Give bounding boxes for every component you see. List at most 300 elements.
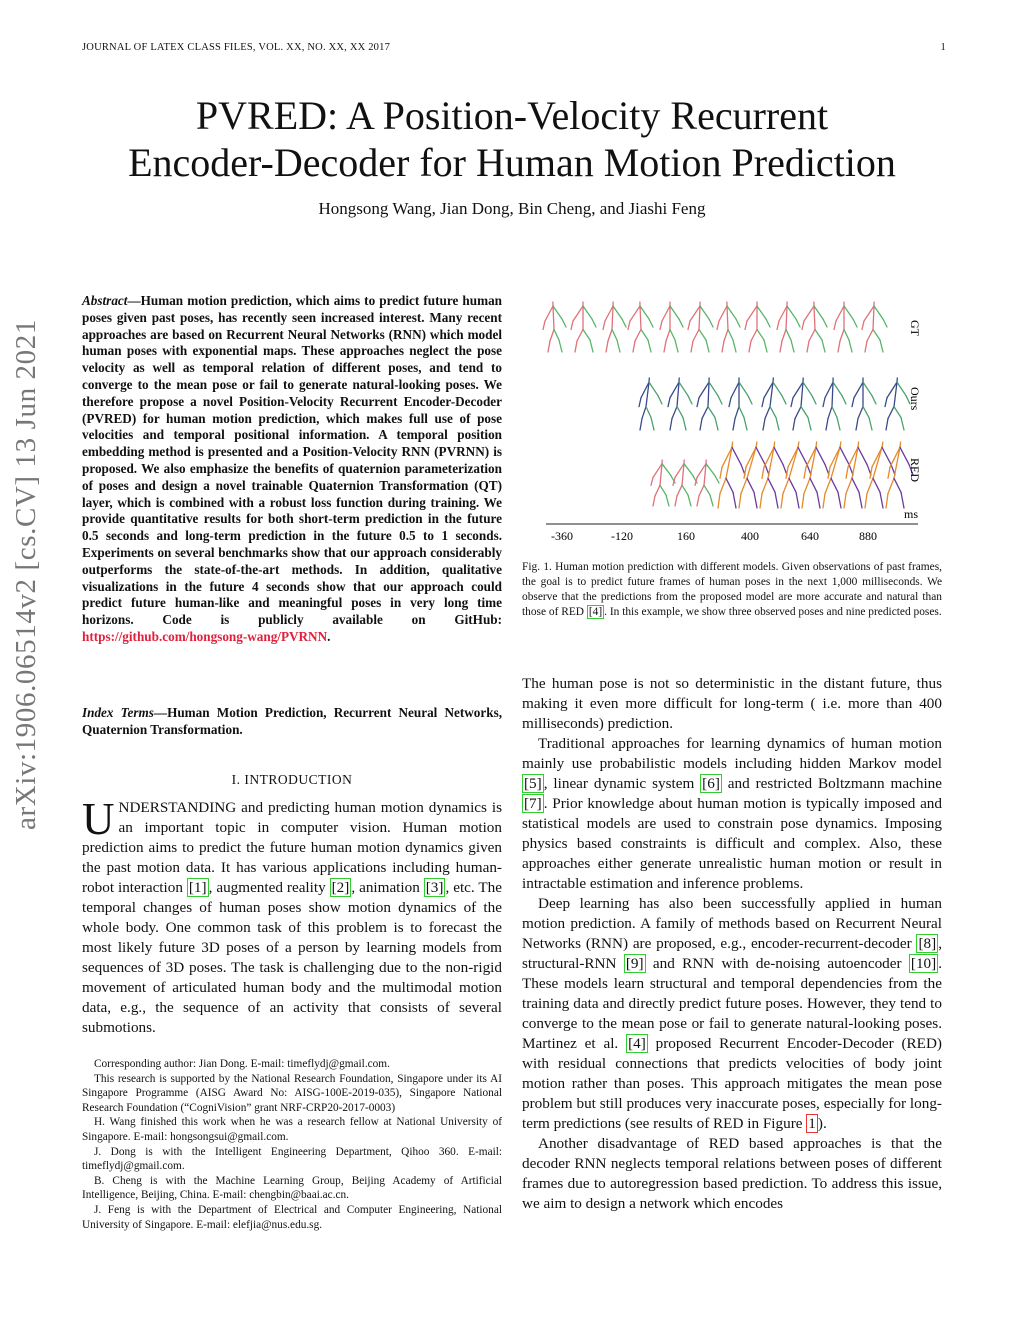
pose-bone: [573, 306, 583, 321]
pose-bone: [781, 493, 783, 508]
pose-bone: [814, 306, 823, 319]
pose-bone: [858, 442, 859, 447]
pose-bone: [706, 464, 715, 476]
pose-bone: [757, 330, 764, 341]
pose-bone: [747, 306, 757, 321]
pose-bone: [699, 485, 704, 496]
pose-bone: [837, 418, 840, 430]
pose-skeleton: [717, 302, 740, 352]
pose-bone: [688, 321, 690, 330]
pose-bone: [677, 485, 682, 496]
pose-bone: [670, 306, 679, 319]
pose-bone: [757, 306, 766, 319]
pose-bone: [651, 418, 654, 430]
pose-bone: [575, 341, 577, 352]
pose-bone: [642, 407, 646, 419]
pose-bone: [804, 467, 806, 478]
pose-bone: [640, 419, 642, 430]
pose-skeleton: [762, 378, 786, 430]
footnote: J. Dong is with the Intelligent Engineering Department, Qihoo 360. E-mail: timeflydj@gmail.com.: [82, 1145, 502, 1173]
pose-bone: [886, 493, 888, 508]
pose-bone: [779, 306, 787, 321]
pose-bone: [873, 306, 874, 330]
axis-unit: ms: [904, 507, 919, 521]
title-line-1: PVRED: A Position-Velocity Recurrent: [195, 93, 829, 138]
pose-bone: [897, 382, 906, 396]
pose-bone: [807, 341, 809, 352]
pose-bone: [859, 492, 862, 508]
pose-skeleton: [791, 378, 816, 430]
text-run: Traditional approaches for learning dynamics of human motion mainly use probabilistic models including hidden Markov model: [522, 735, 942, 772]
pose-bone: [780, 341, 782, 352]
pose-bone: [783, 478, 789, 493]
pose-bone: [709, 382, 718, 396]
footnote: This research is supported by the National Research Foundation, Singapore under its AI Singapore Programme (AISG Award No: AISG-100E-2019-035), Singapore National Research Foundation (“CogniVision” grant NRF-CRP20-2017-0003): [82, 1072, 502, 1114]
time-tick-label: 160: [677, 529, 695, 543]
pose-bone: [832, 407, 837, 418]
pose-bone: [732, 442, 733, 447]
pose-skeleton: [777, 302, 800, 352]
pose-bone: [682, 485, 688, 495]
text-run: , linear dynamic system: [543, 775, 701, 792]
pose-bone: [856, 419, 858, 430]
intro-text-c: , animation: [351, 879, 424, 896]
pose-bone: [649, 319, 653, 327]
pose-bone: [622, 319, 626, 327]
citation-link[interactable]: [5]: [524, 775, 542, 792]
pose-bone: [838, 341, 840, 352]
pose-bone: [613, 306, 622, 319]
pose-bone: [777, 321, 779, 330]
pose-bone: [864, 306, 874, 321]
pose-bone: [683, 418, 686, 430]
intro-paragraph: [82, 794, 502, 1038]
drop-cap: U: [82, 794, 115, 844]
pose-bone: [704, 485, 710, 495]
pose-skeleton: [823, 442, 853, 508]
pose-bone: [774, 442, 775, 447]
running-header: [82, 42, 946, 53]
pose-bone: [888, 467, 890, 478]
journal-name: JOURNAL OF LATEX CLASS FILES, VOL. XX, NO. XX, XX 2017: [82, 42, 391, 53]
paragraph: The human pose is not so deterministic in the distant future, thus making it even more difficult for long-term ( i.e. more than 400 milliseconds) prediction.: [522, 675, 942, 732]
pose-bone: [668, 398, 670, 407]
citation-link[interactable]: [9]: [625, 955, 644, 972]
pose-bone: [709, 319, 713, 327]
pose-bone: [901, 418, 904, 430]
time-ticks: [551, 529, 877, 543]
pose-bone: [605, 306, 613, 321]
pose-bone: [858, 447, 867, 464]
pose-bone: [690, 306, 700, 321]
pose-bone: [888, 478, 894, 493]
pose-bone: [646, 407, 651, 418]
text-run: , structural-RNN: [522, 935, 942, 972]
intro-text-d: , etc. The temporal changes of human poses show motion dynamics of the whole body. One common task of this problem is to forecast the most likely future 3D poses of a person by learning models from sequences of 3D poses. The task is challenging due to the non-rigid movement of articulated human body and the multimodal motion data, e.g., the sequence of an activity that consists of several submotions.: [82, 879, 502, 1036]
pose-bone: [814, 306, 815, 330]
pose-bone: [675, 496, 677, 506]
pose-bone: [699, 382, 709, 398]
time-tick-label: -360: [551, 529, 573, 543]
pose-bone: [838, 492, 841, 508]
pose-bone: [660, 485, 666, 495]
pose-bone: [804, 478, 810, 493]
pose-bone: [739, 407, 744, 418]
pose-bone: [662, 464, 671, 476]
time-tick-label: 640: [801, 529, 819, 543]
pose-bone: [825, 478, 831, 493]
pose-bone: [865, 341, 867, 352]
text-run: . These models learn structural and temporal dependencies from the training data and directly predict future poses. However, they tend to converge to the mean pose or fail to generate natural-looking poses. Martinez et al.: [522, 955, 942, 1052]
pose-bone: [756, 447, 765, 464]
pose-bone: [836, 306, 844, 321]
index-terms: [82, 705, 502, 739]
pose-bone: [603, 321, 605, 330]
paper-title: [82, 92, 942, 186]
pose-bone: [874, 306, 883, 319]
right-column-text: [522, 674, 942, 1214]
pose-bone: [823, 398, 825, 407]
pose-bone: [844, 330, 849, 341]
pose-bone: [718, 493, 720, 508]
author-list: Hongsong Wang, Jian Dong, Bin Cheng, and Jiashi Feng: [318, 199, 706, 218]
pose-bone: [553, 306, 554, 330]
pose-bone: [700, 306, 709, 319]
pose-bone: [583, 306, 592, 319]
pose-skeleton: [781, 442, 811, 508]
pose-bone: [748, 396, 752, 404]
pose-bone: [691, 341, 693, 352]
pose-bone: [649, 382, 658, 396]
pose-skeleton: [865, 442, 895, 508]
pose-bone: [744, 418, 747, 430]
pose-bone: [583, 330, 590, 341]
row-label-red: RED: [908, 458, 922, 482]
citation-link[interactable]: [2]: [331, 879, 350, 896]
pose-bone: [796, 319, 800, 327]
pose-bone: [802, 493, 804, 508]
pose-bone: [756, 442, 757, 447]
pose-bone: [795, 407, 801, 419]
pose-bone: [606, 341, 608, 352]
footnote: J. Feng is with the Department of Electrical and Computer Engineering, National University of Singapore. E-mail: elefjia@nus.edu.sg.: [82, 1203, 502, 1231]
footnotes: [82, 1057, 502, 1232]
pose-bone: [699, 330, 706, 341]
pose-bone: [747, 478, 754, 492]
pose-bone: [765, 407, 770, 419]
pose-bone: [846, 478, 852, 493]
pose-bone: [809, 330, 815, 342]
pose-bone: [812, 396, 816, 404]
pose-bone: [672, 407, 677, 419]
pose-skeleton: [739, 442, 769, 508]
pose-bone: [675, 340, 678, 352]
pose-bone: [791, 398, 793, 407]
pose-skeleton: [673, 460, 697, 506]
time-tick-label: -120: [611, 529, 633, 543]
pose-bone: [729, 398, 731, 407]
pose-skeleton: [660, 302, 683, 352]
pose-bone: [776, 418, 779, 430]
pose-bone: [773, 382, 782, 396]
pose-bone: [840, 447, 849, 464]
pose-skeleton: [729, 378, 752, 430]
pose-skeleton: [834, 302, 857, 352]
pose-bone: [660, 321, 662, 330]
index-terms-lead: Index Terms: [82, 705, 154, 720]
pose-bone: [640, 306, 649, 319]
pose-bone: [653, 496, 655, 506]
footnote: Corresponding author: Jian Dong. E-mail: timeflydj@gmail.com.: [94, 1058, 390, 1070]
pose-bone: [651, 477, 653, 485]
pose-bone: [679, 382, 688, 396]
pose-bone: [863, 382, 872, 396]
citation-link[interactable]: [4]: [588, 606, 603, 618]
pose-bone: [666, 495, 669, 506]
pose-bone: [764, 340, 767, 352]
citation-link[interactable]: [7]: [524, 795, 542, 812]
pose-bone: [789, 478, 796, 492]
pose-bone: [823, 319, 827, 327]
pose-bone: [715, 476, 719, 483]
pose-bone: [550, 330, 554, 342]
pose-bone: [787, 306, 796, 319]
pose-skeleton: [862, 302, 887, 352]
pose-bone: [693, 330, 699, 342]
pose-bone: [722, 341, 724, 352]
pose-bone: [727, 306, 736, 319]
pose-bone: [706, 340, 709, 352]
pose-skeleton: [651, 460, 675, 506]
pose-bone: [741, 478, 747, 493]
pose-bone: [900, 442, 901, 447]
pose-bone: [888, 407, 894, 419]
pose-bone: [834, 321, 836, 330]
pose-skeleton: [823, 378, 846, 430]
text-run: proposed Recurrent Encoder-Decoder (RED) with residual connections that predicts velocities of body joint motion rather than poses. This approach mitigates the mean pose problem but still produces very inaccurate poses, especially for long-term predictions (see results of RED in Figure: [522, 1035, 942, 1132]
pose-bone: [882, 447, 891, 464]
pose-skeleton: [802, 302, 827, 352]
pose-skeleton: [695, 460, 719, 506]
pose-bone: [732, 447, 741, 464]
pose-bone: [731, 382, 739, 398]
pose-bone: [825, 382, 833, 398]
pose-bone: [718, 396, 722, 404]
pose-bone: [617, 340, 620, 352]
pose-bone: [858, 407, 863, 419]
pose-bone: [854, 382, 863, 398]
row-label-gt: GT: [908, 320, 922, 336]
pose-bone: [688, 396, 692, 404]
pose-bone: [733, 492, 736, 508]
text-run: Deep learning has also been successfully applied in human motion prediction. A family of methods based on Recurrent Neural Networks (RNN) are proposed, e.g., encoder-recurrent-decoder: [522, 895, 942, 952]
pose-bone: [798, 442, 799, 447]
pose-bone: [768, 478, 775, 492]
abstract-lead: Abstract: [82, 293, 128, 308]
citation-link[interactable]: [4]: [628, 1035, 646, 1052]
footnote: B. Cheng is with the Machine Learning Group, Beijing Academy of Artificial Intelligence, Beijing, China. E-mail: chengbin@baai.ac.cn.: [82, 1174, 502, 1202]
pose-skeleton: [543, 302, 566, 352]
github-link[interactable]: https://github.com/hongsong-wang/PVRNN: [82, 628, 328, 644]
pose-bone: [548, 341, 550, 352]
pose-bone: [635, 330, 641, 342]
pose-bone: [590, 340, 593, 352]
pose-bone: [817, 492, 820, 508]
pose-bone: [562, 319, 566, 327]
pose-skeleton: [639, 378, 662, 430]
pose-bone: [900, 447, 909, 464]
pose-bone: [775, 492, 778, 508]
pose-bone: [749, 341, 751, 352]
pose-bone: [664, 341, 666, 352]
pose-skeleton: [852, 378, 876, 430]
pose-bone: [774, 447, 783, 464]
pose-bone: [852, 478, 859, 492]
figure-1: [520, 290, 944, 550]
time-tick-label: 400: [741, 529, 759, 543]
abstract-end: .: [327, 628, 331, 644]
pose-bone: [715, 418, 718, 430]
pose-bone: [639, 398, 641, 407]
time-tick-label: 880: [859, 529, 877, 543]
pose-bone: [762, 398, 764, 407]
pose-bone: [726, 478, 733, 492]
pose-bone: [633, 341, 635, 352]
pose-bone: [786, 330, 791, 341]
pose-bone: [894, 478, 901, 492]
paragraph: Another disadvantage of RED based approaches is that the decoder RNN neglects temporal relations between poses of different frames due to autoregression based prediction. To address this issue, we aim to design a network which encodes: [522, 1135, 942, 1212]
pose-bone: [816, 447, 825, 464]
pose-bone: [679, 319, 683, 327]
pose-bone: [880, 340, 883, 352]
index-terms-text: —Human Motion Prediction, Recurrent Neural Networks, Quaternion Transformation.: [82, 705, 502, 737]
pose-bone: [736, 319, 740, 327]
pose-bone: [719, 306, 727, 321]
pose-bone: [831, 478, 838, 492]
pose-bone: [702, 407, 708, 419]
abstract-text: —Human motion prediction, which aims to predict future human poses given past poses, has recently seen increased interest. Many recent approaches are based on Recurrent Neural Networks (RNN) which model human poses with exponential maps. These approaches neglect the pose velocity as well as temporal relation of different poses, and tend to converge to the mean pose or fail to generate natural-looking poses. We therefore propose a novel Position-Velocity Recurrent Encoder-Decoder (PVRED) for human motion prediction, which makes full use of pose velocities and temporal positional information. A temporal position embedding method is presented and a Position-Velocity RNN (PVRNN) is proposed. We also emphasize the benefits of quaternion parameterization of poses and design a novel trainable Quaternion Transformation (QT) layer, which is combined with a robust loss function during training. We provide quantitative results for both short-term prediction in the future 0.5 seconds and long-term prediction in the future 0.5 to 1 seconds. Experiments on several benchmarks show that our approach considerably outperforms the state-of-the-art methods. In addition, qualitative visualizations in the future 4 seconds show that our approach could predict future human-like and meaningful poses in very long time horizons. Code is publicly available on GitHub:: [82, 293, 502, 628]
first-word: NDERSTANDING: [118, 799, 237, 816]
pose-bone: [553, 306, 562, 319]
pose-bone: [828, 407, 832, 419]
pose-bone: [733, 340, 736, 352]
pose-bone: [840, 330, 844, 342]
pose-bone: [808, 418, 811, 430]
pose-bone: [612, 330, 617, 341]
pose-bone: [630, 306, 640, 321]
arxiv-stamp: arXiv:1906.06514v2 [cs.CV] 13 Jun 2021: [10, 319, 42, 830]
citation-link[interactable]: [3]: [425, 879, 444, 896]
citation-link[interactable]: [10]: [910, 955, 937, 972]
text-run: and restricted Boltzmann machine: [721, 775, 942, 792]
pose-bone: [826, 419, 828, 430]
text-run: and RNN with de-noising autoencoder: [645, 955, 909, 972]
pose-bone: [842, 396, 846, 404]
pose-bone: [802, 321, 804, 330]
pose-bone: [739, 382, 748, 396]
pose-bone: [720, 478, 726, 493]
pose-bone: [708, 382, 709, 406]
pose-bone: [655, 485, 660, 496]
pose-bone: [733, 419, 735, 430]
pose-bone: [728, 330, 733, 341]
pose-bone: [754, 492, 757, 508]
pose-bone: [883, 319, 887, 327]
pose-bone: [641, 330, 648, 341]
intro-text-a: and predicting human motion dynamics is an important topic in computer vision. Human motion prediction aims to predict the future human motion dynamics given the past motion data. It has various applications including human-robot interaction: [82, 799, 502, 896]
pose-bone: [688, 495, 691, 506]
pose-bone: [849, 340, 852, 352]
pose-bone: [796, 492, 799, 508]
pose-bone: [863, 407, 869, 418]
pose-bone: [677, 407, 683, 418]
pose-bone: [766, 319, 770, 327]
pose-bone: [739, 493, 741, 508]
footnote: H. Wang finished this work when he was a research fellow at National University of Singapore. E-mail: hongsongsui@gmail.com.: [82, 1116, 502, 1143]
pose-skeleton: [745, 302, 770, 352]
pose-bone: [872, 396, 876, 404]
pose-bone: [867, 478, 873, 493]
citation-link[interactable]: [8]: [918, 935, 937, 952]
pose-bone: [543, 321, 545, 330]
caption-text-b: . In this example, we show three observed poses and nine predicted poses.: [604, 606, 942, 618]
citation-link[interactable]: [1]: [188, 879, 207, 896]
pose-skeleton: [628, 302, 653, 352]
pose-bone: [545, 306, 553, 321]
pose-bone: [852, 398, 854, 407]
pose-bone: [727, 306, 728, 330]
pose-bone: [770, 407, 776, 418]
figure-link[interactable]: 1: [808, 1115, 816, 1132]
pose-bone: [670, 330, 675, 341]
pose-bone: [724, 330, 728, 342]
citation-link[interactable]: [6]: [702, 775, 720, 792]
pose-bone: [867, 330, 873, 342]
pose-skeleton: [603, 302, 626, 352]
pose-bone: [697, 398, 699, 407]
pose-bone: [840, 442, 841, 447]
abstract: [82, 293, 502, 646]
pose-bone: [822, 340, 825, 352]
pose-bone: [608, 330, 612, 342]
pose-bone: [700, 419, 702, 430]
pose-bone: [885, 398, 887, 407]
intro-text-b: , augmented reality: [208, 879, 330, 896]
pose-bone: [810, 478, 817, 492]
pose-bone: [801, 407, 808, 418]
pose-bone: [804, 306, 814, 321]
pose-bone: [882, 442, 883, 447]
paragraph: [522, 734, 942, 894]
row-label-ours: Ours: [908, 387, 922, 411]
pose-bone: [844, 306, 853, 319]
pose-bone: [816, 442, 817, 447]
pose-bone: [577, 330, 583, 342]
pose-bone: [865, 493, 867, 508]
pose-bone: [853, 319, 857, 327]
caption-text-a: Fig. 1. Human motion prediction with different models. Given observations of past frames, the goal is to predict future frames of human poses in the next 1,000 milliseconds. We observe that the predictions from the proposed model are more accurate and natural than those of RED: [522, 561, 942, 618]
pose-bone: [670, 419, 672, 430]
page-number: 1: [940, 42, 946, 53]
pose-bone: [815, 330, 822, 341]
pose-bone: [823, 493, 825, 508]
pose-bone: [710, 495, 713, 506]
pose-bone: [846, 467, 848, 478]
pose-bone: [901, 492, 904, 508]
pose-bone: [559, 340, 562, 352]
pose-bone: [833, 382, 842, 396]
pose-bone: [699, 306, 700, 330]
